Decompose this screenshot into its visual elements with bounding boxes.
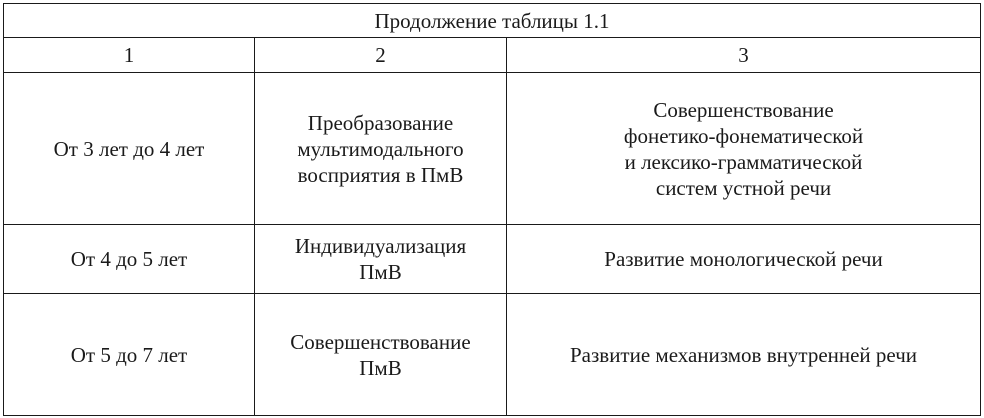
goal-cell bbox=[507, 294, 981, 416]
column-number-1: 1 bbox=[4, 38, 255, 73]
age-text: От 3 лет до 4 лет bbox=[53, 136, 205, 161]
age-cell bbox=[4, 225, 255, 294]
goal-text: Развитие механизмов внутренней речи bbox=[569, 342, 918, 367]
table-caption-row bbox=[4, 4, 981, 38]
age-text: От 5 до 7 лет bbox=[70, 342, 188, 367]
continuation-table bbox=[3, 3, 981, 416]
table-row bbox=[4, 73, 981, 225]
table-caption bbox=[4, 4, 981, 38]
goal-cell bbox=[507, 73, 981, 225]
stage-text: Совершенствование ПмВ bbox=[290, 329, 471, 380]
goal-text: Развитие монологической речи bbox=[604, 247, 883, 271]
table-caption-text: Продолжение таблицы 1.1 bbox=[374, 8, 610, 33]
stage-cell bbox=[255, 73, 507, 225]
stage-cell bbox=[255, 225, 507, 294]
age-text: От 4 до 5 лет bbox=[70, 247, 188, 271]
stage-text: Индивидуализация ПмВ bbox=[294, 234, 467, 284]
goal-text: Совершенствование фонетико-фонематической и лексико-грамматической систем устной речи bbox=[623, 97, 864, 200]
table-row bbox=[4, 225, 981, 294]
stage-cell bbox=[255, 294, 507, 416]
age-cell bbox=[4, 73, 255, 225]
column-number-row bbox=[4, 38, 981, 73]
age-cell bbox=[4, 294, 255, 416]
column-number-2: 2 bbox=[255, 38, 507, 73]
stage-text: Преобразование мультимодального восприятия в ПмВ bbox=[297, 110, 464, 187]
table-row bbox=[4, 294, 981, 416]
column-number-3: 3 bbox=[507, 38, 981, 73]
goal-cell bbox=[507, 225, 981, 294]
